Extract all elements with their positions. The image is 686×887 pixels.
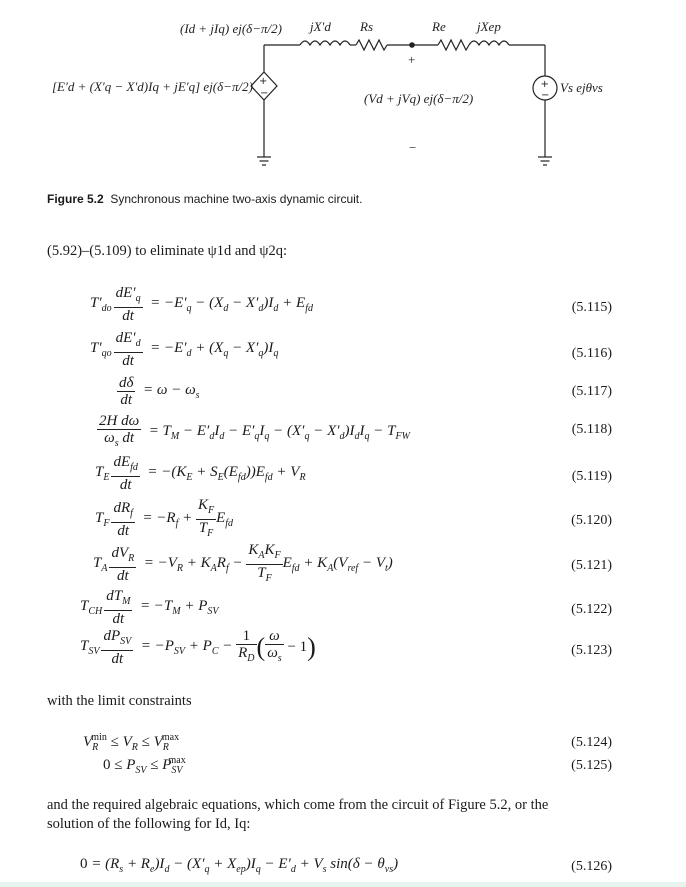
equation-number: (5.117): [571, 384, 612, 399]
limit-5-125: $0 \le P_{SV} \le P_{SV}^{max}$: [103, 755, 186, 776]
resistor-rs: [356, 40, 387, 50]
label-rs: Rs: [360, 19, 373, 34]
label-re: Re: [432, 19, 446, 34]
algebraic-intro-line1: and the required algebraic equations, which come from the circuit of Figure 5.2, or the: [47, 797, 549, 813]
svg-text:+: +: [540, 79, 549, 90]
figure-caption: [47, 192, 362, 206]
footer-band: [0, 882, 686, 887]
equation-5-122: $T_{CH}$ $\frac{dT_M}{dt}$ = $-T_M + P_{SV}$: [80, 588, 219, 627]
figure-caption-text: Synchronous machine two-axis dynamic circuit.: [110, 192, 363, 206]
label-minus: −: [409, 140, 417, 155]
equation-number: (5.124): [571, 735, 612, 750]
equation-number: (5.119): [571, 469, 612, 484]
limits-intro: with the limit constraints: [47, 693, 192, 709]
svg-text:−: −: [541, 90, 550, 101]
equation-5-119: $T_E$ $\frac{dE_{fd}}{dt}$ = $-(K_E + S_E(E_{fd}))E_{fd} + V_R$: [95, 454, 306, 493]
equation-5-121: $T_A$ $\frac{dV_R}{dt}$ = $-V_R + K_AR_f$ − $\frac{K_AK_F}{T_F}$ $E_{fd} + K_A(V_{ref} - V_t)$: [93, 542, 393, 584]
equation-number: (5.115): [571, 300, 612, 315]
svg-text:−: −: [260, 88, 269, 99]
equation-number: (5.126): [571, 859, 612, 874]
equation-number: (5.118): [571, 422, 612, 437]
equation-5-117: $\frac{d\delta}{dt}$ = $\omega - \omega_s$: [119, 375, 200, 408]
equation-number: (5.120): [571, 513, 612, 528]
equation-number: (5.122): [571, 602, 612, 617]
limit-5-124: $V_R^{min} \le V_R \le V_R^{max}$: [83, 732, 180, 753]
equation-number: (5.116): [571, 346, 612, 361]
svg-text:+: +: [259, 76, 268, 87]
equation-5-123: $T_{SV}$ $\frac{dP_{SV}}{dt}$ = $-P_{SV} + P_C$ − $\frac{1}{R_D}$ ( $\frac{\omega}{\omega_s}$ − 1): [80, 628, 316, 667]
algebraic-intro-line2: solution of the following for Id, Iq:: [47, 816, 251, 832]
label-source-left: [E′d + (X′q − X′d)Iq + jE′q] ej(δ−π/2): [52, 79, 253, 94]
inductor-xep: [469, 41, 509, 45]
equation-5-116: $T'_{qo}$ $\frac{dE'_d}{dt}$ = $-E'_d + (X_q - X'_q)I_q$: [90, 330, 279, 369]
equation-5-126: $0 = (R_s + R_e)I_d - (X'_q + X_{ep})I_q - E'_d + V_s$ $\sin(\delta - \theta_{vs})$: [80, 856, 399, 875]
equation-number: (5.123): [571, 643, 612, 658]
label-source-right: Vs ejθvs: [560, 80, 603, 95]
equation-number: (5.125): [571, 758, 612, 773]
equation-number: (5.121): [571, 558, 612, 573]
label-current-phasor: (Id + jIq) ej(δ−π/2): [180, 21, 282, 36]
ground-left-icon: [257, 157, 271, 165]
label-jxd: jX′d: [310, 19, 331, 34]
label-terminal-voltage: (Vd + jVq) ej(δ−π/2): [364, 91, 474, 106]
equation-5-120: $T_F$ $\frac{dR_f}{dt}$ = $-R_f$ + $\frac{K_F}{T_F}$ $E_{fd}$: [95, 497, 234, 539]
intro-paragraph: (5.92)–(5.109) to eliminate ψ1d and ψ2q:: [47, 243, 288, 259]
equation-5-118: $\frac{\text{2H dω}}{\omega_s dt}$ = $T_M - E'_dI_d - E'_qI_q - (X'_q - X'_d)I_dI_q - T_{FW}$: [99, 413, 410, 449]
label-plus: +: [408, 52, 416, 67]
equation-5-115: $T'_{do}$ $\frac{dE'_q}{dt}$ = $-E'_q - (X_d - X'_d)I_d + E_{fd}$: [90, 285, 313, 324]
figure-caption-label: Figure 5.2: [47, 192, 104, 206]
label-jxep: jXep: [477, 19, 501, 34]
ground-right-icon: [538, 157, 552, 165]
inductor-xd: [300, 41, 350, 45]
circuit-diagram: [0, 0, 686, 185]
resistor-re: [438, 40, 469, 50]
